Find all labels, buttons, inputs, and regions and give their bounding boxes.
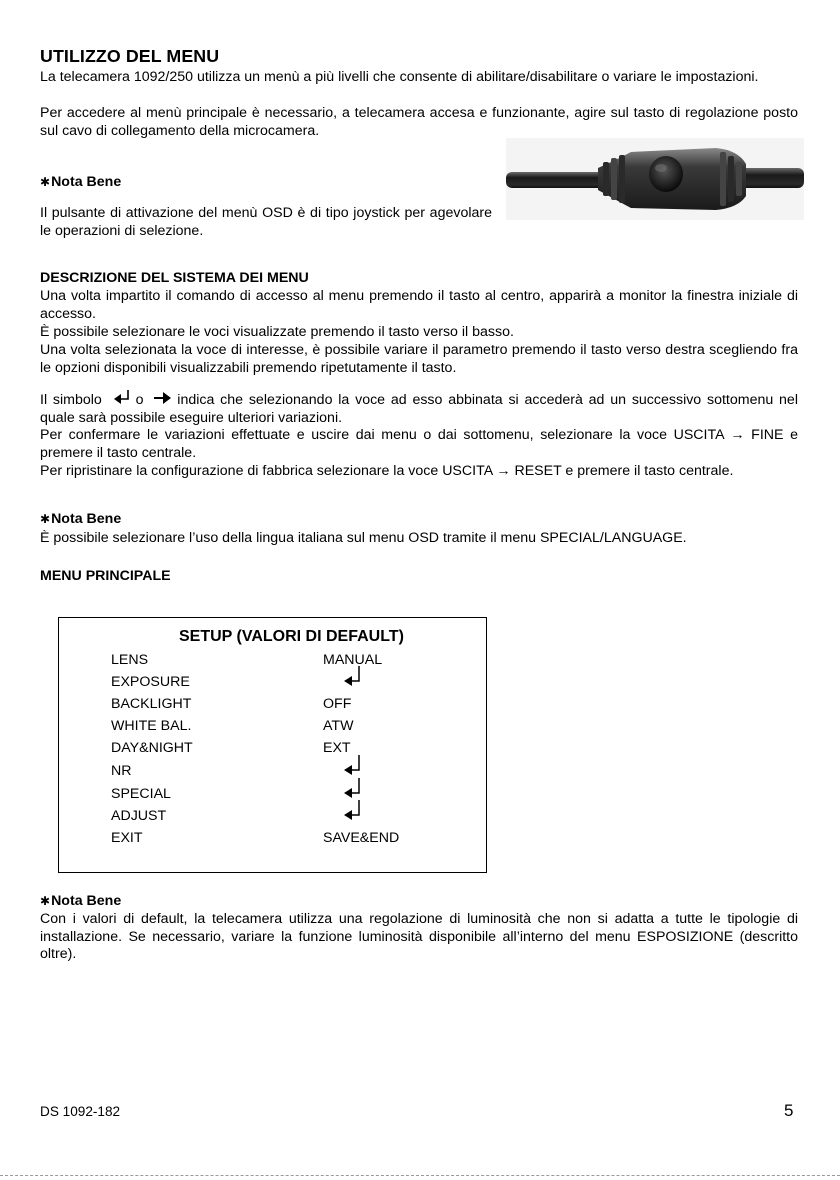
menu-item-nr: NR xyxy=(111,763,132,779)
menu-item-adjust: ADJUST xyxy=(111,808,167,824)
menu-value-exit: SAVE&END xyxy=(323,830,400,846)
note-3-title: ✱Nota Bene xyxy=(40,893,122,909)
menu-item-exposure: EXPOSURE xyxy=(111,674,190,690)
intro-paragraph-2: Per accedere al menù principale è necessario, a telecamera accesa e funzionante, agire sul tasto di regolazione posto sul cavo di collegamento della microcamera. xyxy=(40,105,798,139)
menu-value-white-bal: ATW xyxy=(323,718,354,734)
description-title: DESCRIZIONE DEL SISTEMA DEI MENU xyxy=(40,270,309,286)
menu-item-backlight: BACKLIGHT xyxy=(111,696,192,712)
description-paragraph-6: Per ripristinare la configurazione di fabbrica selezionare la voce USCITA → RESET e premere il tasto centrale. xyxy=(40,463,734,479)
menu-value-day-night: EXT xyxy=(323,740,351,756)
osd-menu-box xyxy=(58,617,487,873)
submenu-enter-icon xyxy=(343,755,363,777)
submenu-enter-icon xyxy=(343,778,363,800)
note-1-title: ✱Nota Bene xyxy=(40,174,122,190)
description-paragraph-5: Per confermare le variazioni effettuate e uscire dai menu o dai sottomenu, selezionare la voce USCITA → FINE e premere il tasto centrale. xyxy=(40,427,798,461)
menu-item-exit: EXIT xyxy=(111,830,143,846)
menu-item-special: SPECIAL xyxy=(111,786,171,802)
menu-item-white-bal: WHITE BAL. xyxy=(111,718,192,734)
description-paragraph-3: Una volta selezionata la voce di interesse, è possibile variare il parametro premendo il tasto verso destra scegliendo fra le opzioni disponibili visualizzabili premendo ripetutamente il tasto. xyxy=(40,342,798,376)
page-number: 5 xyxy=(784,1101,794,1120)
menu-item-lens: LENS xyxy=(111,652,149,668)
note-2-text: È possibile selezionare l’uso della lingua italiana sul menu OSD tramite il menu SPECIAL/LANGUAGE. xyxy=(40,530,687,546)
submenu-enter-icon xyxy=(343,800,363,822)
joystick-cable-photo xyxy=(506,138,804,220)
asterisk-icon: ✱ xyxy=(40,512,51,526)
menu-value-lens: MANUAL xyxy=(323,652,383,668)
page-bottom-divider xyxy=(0,1175,840,1176)
menu-item-day-night: DAY&NIGHT xyxy=(111,740,193,756)
description-paragraph-1: Una volta impartito il comando di accesso al menu premendo il tasto al centro, apparirà a monitor la finestra iniziale di accesso. xyxy=(40,288,798,322)
submenu-enter-icon xyxy=(343,666,363,688)
asterisk-icon: ✱ xyxy=(40,894,51,908)
note-3-text: Con i valori di default, la telecamera utilizza una regolazione di luminosità che non si adatta a tutte le tipologie di installazione. Se necessario, variare la funzione luminosità disponibile all’interno del menu ESPOSIZIONE (descritto oltre). xyxy=(40,911,798,963)
asterisk-icon: ✱ xyxy=(40,175,51,189)
enter-arrow-icon xyxy=(112,390,132,406)
main-menu-title: MENU PRINCIPALE xyxy=(40,568,171,584)
right-arrow-icon xyxy=(153,390,173,406)
note-2-title: ✱Nota Bene xyxy=(40,511,122,527)
document-code: DS 1092-182 xyxy=(40,1104,121,1119)
description-paragraph-4: Il simbolo o indica che selezionando la voce ad esso abbinata si accederà ad un successivo sottomenu nel quale sarà possibile eseguire ulteriori variazioni. xyxy=(40,392,798,426)
menu-value-backlight: OFF xyxy=(323,696,352,712)
intro-paragraph-1: La telecamera 1092/250 utilizza un menù a più livelli che consente di abilitare/disabilitare o variare le impostazioni. xyxy=(40,69,759,85)
description-paragraph-2: È possibile selezionare le voci visualizzate premendo il tasto verso il basso. xyxy=(40,324,514,340)
page-heading: UTILIZZO DEL MENU xyxy=(40,46,220,66)
note-1-text: Il pulsante di attivazione del menù OSD è di tipo joystick per agevolare le operazioni di selezione. xyxy=(40,205,492,239)
osd-menu-title: SETUP (VALORI DI DEFAULT) xyxy=(179,628,404,645)
